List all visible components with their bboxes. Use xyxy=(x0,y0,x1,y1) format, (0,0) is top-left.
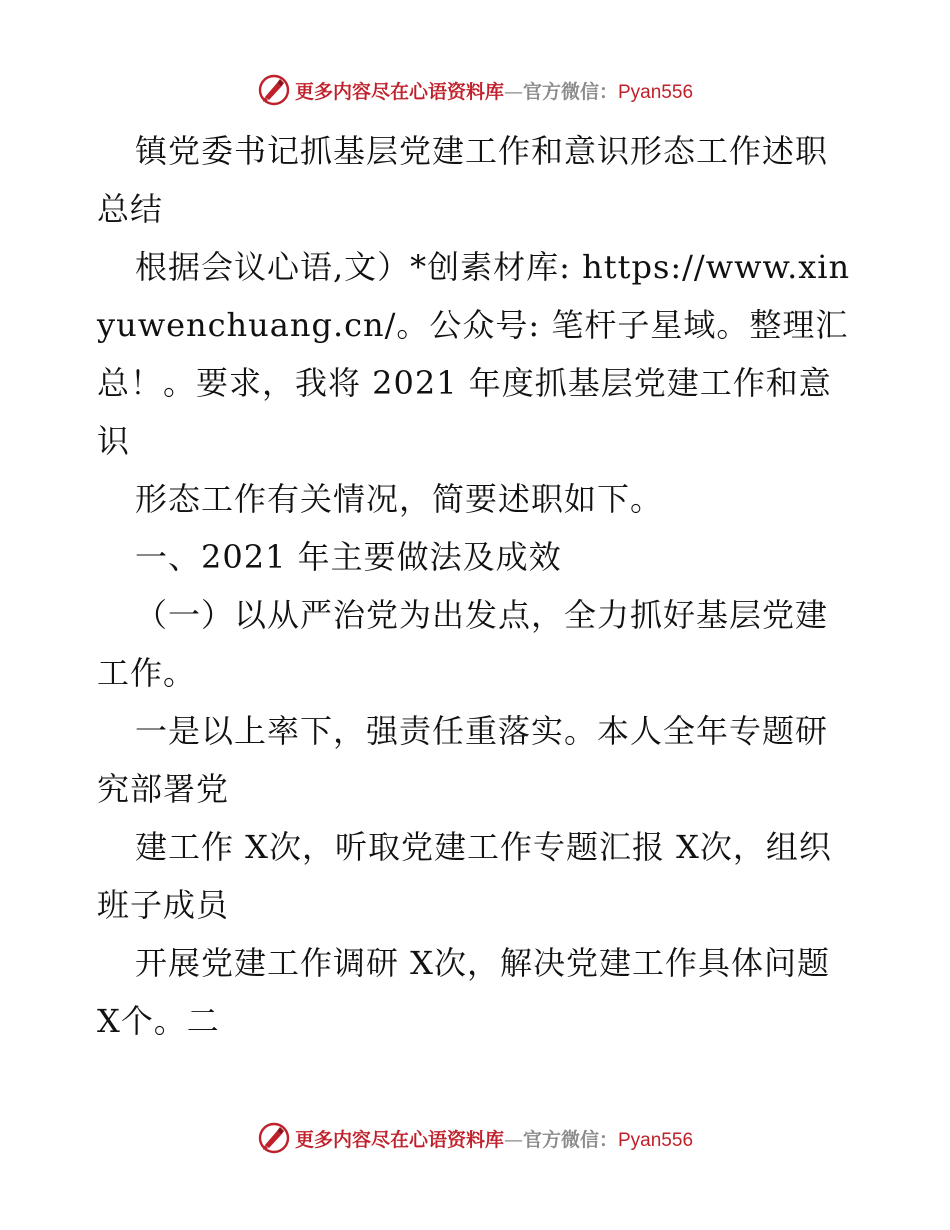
footer-separator: — xyxy=(503,1128,523,1151)
header-separator: — xyxy=(503,80,523,103)
subsection-heading: （一）以从严治党为出发点，全力抓好基层党建工作。 xyxy=(97,596,829,692)
section-heading: 一、2021 年主要做法及成效 xyxy=(135,538,562,576)
paragraph: 形态工作有关情况，简要述职如下。 xyxy=(135,480,664,518)
pen-seal-logo-icon xyxy=(257,1121,291,1155)
paragraph: 建工作 X次，听取党建工作专题汇报 X次，组织班子成员 xyxy=(97,828,832,924)
footer-wechat-label: 官方微信： xyxy=(522,1128,618,1151)
header-banner-text xyxy=(295,77,693,104)
header-wechat-id: Pyan556 xyxy=(618,81,694,103)
document-title: 镇党委书记抓基层党建工作和意识形态工作述职总结 xyxy=(97,132,829,228)
footer-banner-text xyxy=(295,1125,693,1152)
footer-brand-text: 更多内容尽在心语资料库 xyxy=(294,1128,504,1151)
paragraph: 根据会议心语,文）*创素材库: https://www.xinyuwenchuang.cn/。公众号: 笔杆子星域。整理汇总！。要求，我将 2021 年度抓基层党建工作和意识 xyxy=(97,248,851,460)
footer-wechat-id: Pyan556 xyxy=(618,1129,694,1151)
header-banner xyxy=(0,70,950,110)
header-wechat-label: 官方微信： xyxy=(522,80,618,103)
document-body xyxy=(97,122,857,1050)
footer-banner xyxy=(0,1118,950,1158)
header-brand-text: 更多内容尽在心语资料库 xyxy=(294,80,504,103)
paragraph: 一是以上率下，强责任重落实。本人全年专题研究部署党 xyxy=(97,712,829,808)
pen-seal-logo-icon xyxy=(257,73,291,107)
paragraph: 开展党建工作调研 X次，解决党建工作具体问题 X个。二 xyxy=(97,944,830,1040)
